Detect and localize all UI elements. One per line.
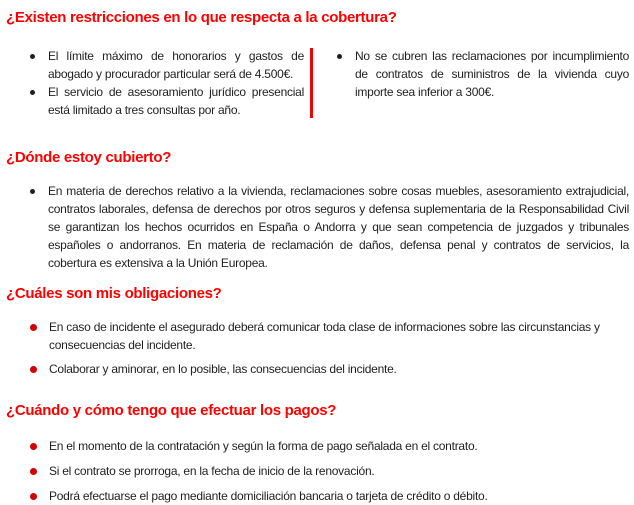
list-item-text: En caso de incidente el asegurado deberá comunicar toda clase de informaciones sobre las circunstancias y consecuencias del incidente. — [49, 320, 600, 352]
red-vertical-divider — [310, 48, 313, 118]
bullet-icon — [30, 54, 35, 59]
list-item-text: El servicio de asesoramiento jurídico presencial está limitado a tres consultas por año. — [48, 85, 304, 117]
two-column-layout — [6, 47, 629, 119]
list-item-text: En el momento de la contratación y según la forma de pago señalada en el contrato. — [49, 439, 478, 453]
bullet-icon — [30, 90, 35, 95]
bullet-icon — [30, 324, 37, 331]
list-item-text: Si el contrato se prorroga, en la fecha de inicio de la renovación. — [49, 464, 375, 478]
bullet-icon — [337, 54, 342, 59]
list-item — [6, 360, 629, 378]
list-item — [6, 487, 629, 505]
section-payments — [6, 402, 629, 505]
list-item-text: No se cubren las reclamaciones por incumplimiento de contratos de suministros de la vivienda cuyo importe sea inferior a 300€. — [355, 49, 629, 99]
section-restrictions — [6, 9, 629, 119]
list-item — [6, 462, 629, 480]
section-obligations — [6, 285, 629, 378]
list-item-text: Podrá efectuarse el pago mediante domiciliación bancaria o tarjeta de crédito o débito. — [49, 489, 488, 503]
restrictions-right-column — [331, 47, 629, 119]
list-item — [6, 83, 310, 119]
list-item — [6, 437, 629, 455]
list-item — [6, 318, 629, 354]
bullet-icon — [30, 189, 35, 194]
section-heading-payments: ¿Cuándo y cómo tengo que efectuar los pagos? — [6, 402, 337, 419]
list-item-text: Colaborar y aminorar, en lo posible, las consecuencias del incidente. — [49, 362, 397, 376]
bullet-icon — [30, 468, 37, 475]
list-item — [6, 47, 310, 83]
section-coverage-area — [6, 149, 629, 272]
list-item — [6, 182, 629, 272]
list-item-text: En materia de derechos relativo a la vivienda, reclamaciones sobre cosas muebles, asesoramiento extrajudicial, contratos laborales, defensa de derechos por otros seguros y defensa suplementaria de la Responsabilidad Civil se garantizan los hechos ocurridos en España o Andorra y que sean competencia de juzgados y tribunales españoles o andorranos. En materia de reclamación de daños, defensa penal y contratos de servicios, la cobertura es extensiva a la Unión Europea. — [48, 184, 629, 270]
section-heading-obligations: ¿Cuáles son mis obligaciones? — [6, 285, 222, 302]
bullet-icon — [30, 493, 37, 500]
section-heading-coverage-area: ¿Dónde estoy cubierto? — [6, 149, 172, 166]
section-heading-restrictions: ¿Existen restricciones en lo que respecta a la cobertura? — [6, 9, 397, 26]
restrictions-left-column — [6, 47, 310, 119]
list-item-text: El límite máximo de honorarios y gastos de abogado y procurador particular será de 4.500€. — [48, 49, 304, 81]
bullet-icon — [30, 443, 37, 450]
bullet-icon — [30, 366, 37, 373]
list-item — [331, 47, 629, 101]
